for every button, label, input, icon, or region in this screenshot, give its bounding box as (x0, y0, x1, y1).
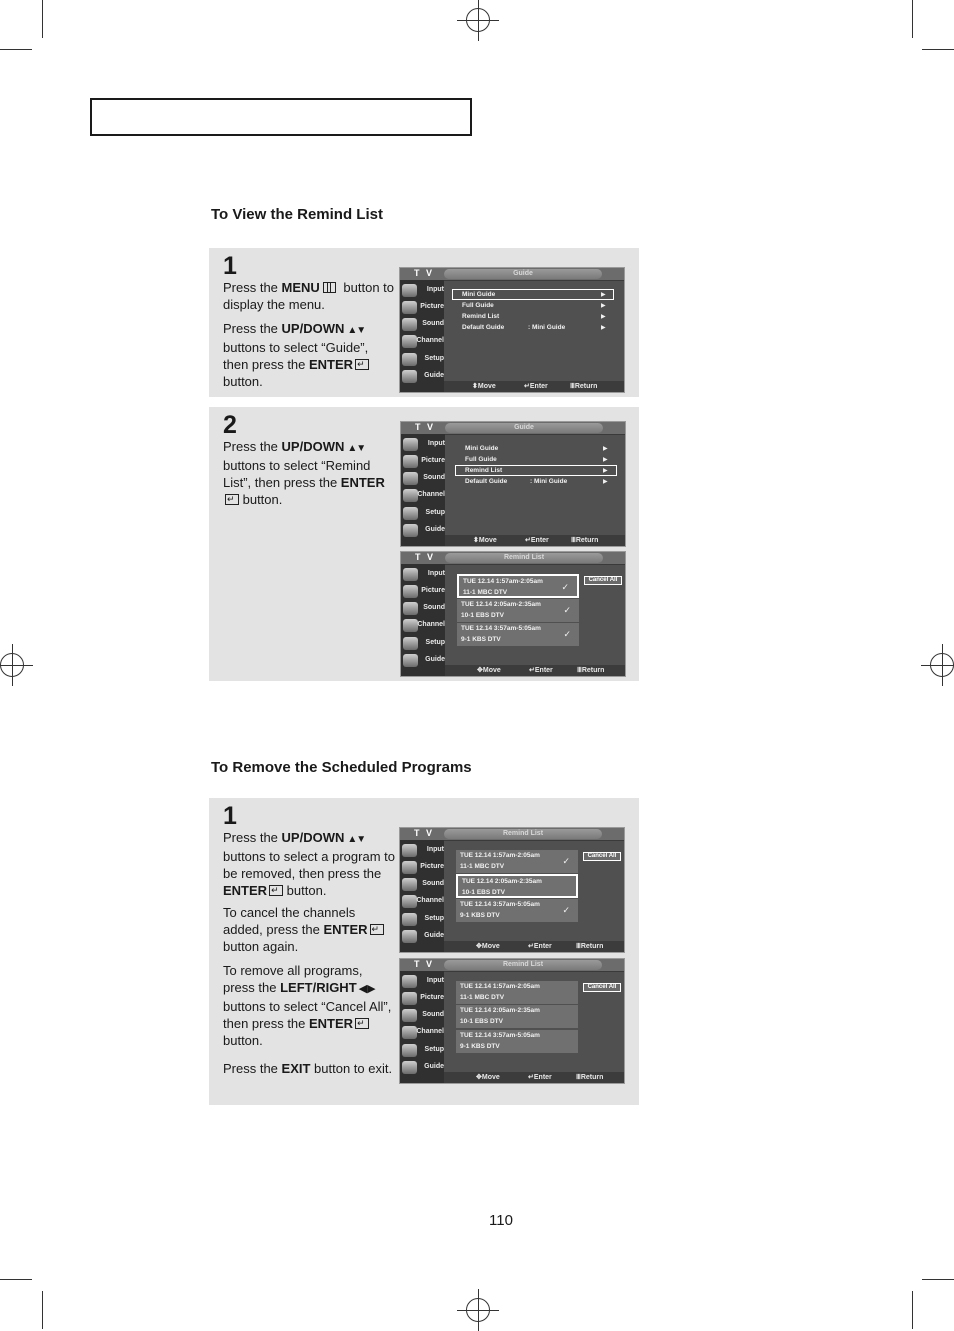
check-icon: ✓ (562, 905, 570, 915)
tv-screen-guide (399, 267, 625, 393)
return-hint: Ⅲ Return (576, 943, 604, 950)
sidebar-item-channel: Channel (417, 621, 445, 628)
return-hint: Ⅲ Return (571, 537, 599, 544)
step-panel (209, 407, 639, 681)
registration-mark (930, 653, 954, 677)
tv-screen-remind-list (399, 827, 625, 953)
sidebar-item-setup: Setup (425, 509, 445, 516)
enter-icon (355, 1018, 369, 1029)
sidebar-item-sound: Sound (422, 880, 444, 887)
enter-icon (225, 494, 239, 505)
menu-tab: Remind List (445, 553, 603, 563)
instruction-text: Press the UP/DOWN ▲▼ buttons to select a program to be removed, then press the ENTER↵ button. (223, 829, 395, 899)
menu-item-remind-list: Remind List (462, 313, 500, 320)
sidebar-item-setup: Setup (424, 1046, 444, 1053)
right-arrow-icon: ▶ (603, 457, 608, 463)
step-number: 1 (223, 802, 237, 830)
instruction-text: Press the MENU button to display the menu. (223, 280, 395, 312)
menu-item-full-guide: Full Guide (462, 302, 494, 309)
sidebar-item-channel: Channel (417, 491, 445, 498)
tv-label: T V (414, 828, 435, 838)
step-panel (209, 798, 639, 1105)
sidebar-item-channel: Channel (416, 1028, 444, 1035)
sidebar-item-setup: Setup (424, 915, 444, 922)
crop-mark (912, 1291, 913, 1329)
sidebar-item-picture: Picture (421, 457, 445, 464)
right-arrow-icon: ▶ (601, 314, 606, 320)
sidebar-item-sound: Sound (422, 1011, 444, 1018)
remind-list-item: TUE 12.14 1:57am-2:05am 11-1 MBC DTV ✓ (456, 850, 578, 874)
registration-mark (466, 1298, 490, 1322)
sidebar-item-channel: Channel (416, 897, 444, 904)
up-down-icon: ▲▼ (347, 325, 366, 336)
move-hint: ✥ Move (476, 943, 500, 950)
menu-item-mini-guide: Mini Guide (462, 291, 496, 298)
tv-label: T V (414, 959, 435, 969)
up-down-icon: ▲▼ (347, 834, 366, 845)
right-arrow-icon: ▶ (603, 468, 608, 474)
remind-list-item: TUE 12.14 1:57am-2:05am 11-1 MBC DTV (456, 981, 578, 1005)
move-hint: ⬍ Move (472, 383, 496, 390)
menu-item-mini-guide: Mini Guide (465, 445, 499, 452)
menu-item-remind-list: Remind List (465, 467, 503, 474)
sidebar-item-setup: Setup (425, 639, 445, 646)
tv-screen-remind-list (399, 958, 625, 1084)
instruction-text: Press the UP/DOWN ▲▼ buttons to select “Remind List”, then press the ENTER↵ button. (223, 438, 395, 508)
section-title-view-remind-list: To View the Remind List (211, 206, 383, 223)
right-arrow-icon: ▶ (601, 292, 606, 298)
sidebar-item-picture: Picture (421, 587, 445, 594)
right-arrow-icon: ▶ (603, 446, 608, 452)
tv-label: T V (415, 552, 436, 562)
check-icon: ✓ (563, 629, 571, 639)
menu-item-default-guide: Default Guide (462, 324, 505, 331)
check-icon: ✓ (562, 856, 570, 866)
sidebar-item-guide: Guide (425, 526, 445, 533)
sidebar-item-sound: Sound (423, 474, 445, 481)
remind-list-item: TUE 12.14 2:05am-2:35am 10-1 EBS DTV ✓ (457, 599, 579, 623)
enter-hint: ↵ Enter (525, 537, 549, 544)
remind-list-item: TUE 12.14 3:57am-5:05am 9-1 KBS DTV ✓ (457, 623, 579, 647)
crop-mark (42, 1291, 43, 1329)
crop-mark (922, 1279, 954, 1280)
tv-screen-guide (400, 421, 626, 547)
right-arrow-icon: ▶ (601, 325, 606, 331)
right-arrow-icon: ▶ (603, 479, 608, 485)
sidebar-item-input: Input (426, 286, 444, 293)
page-number: 110 (489, 1212, 513, 1229)
sidebar-item-picture: Picture (420, 863, 444, 870)
section-title-remove-programs: To Remove the Scheduled Programs (211, 759, 472, 776)
remind-list-item: TUE 12.14 1:57am-2:05am 11-1 MBC DTV ✓ (457, 574, 579, 598)
tv-label: T V (414, 268, 435, 278)
menu-item-full-guide: Full Guide (465, 456, 497, 463)
sidebar-item-guide: Guide (424, 932, 444, 939)
left-right-icon: ◀▶ (358, 983, 376, 995)
crop-mark (42, 0, 43, 38)
enter-hint: ↵ Enter (528, 943, 552, 950)
crop-mark (0, 49, 32, 50)
enter-hint: ↵ Enter (529, 667, 553, 674)
instruction-text: Press the UP/DOWN ▲▼ buttons to select “Guide”, then press the ENTER↵ button. (223, 320, 395, 390)
move-hint: ⬍ Move (473, 537, 497, 544)
step-number: 1 (223, 252, 237, 280)
remind-list-item: TUE 12.14 2:05am-2:35am 10-1 EBS DTV (456, 1005, 578, 1029)
instruction-text: To remove all programs, press the LEFT/RIGHT ◀▶ buttons to select “Cancel All”, then press the ENTER↵ button. (223, 962, 395, 1049)
menu-tab: Remind List (444, 960, 602, 970)
enter-icon (355, 359, 369, 370)
crop-mark (922, 49, 954, 50)
cancel-all-button: Cancel All (583, 983, 621, 992)
step-panel (209, 248, 639, 397)
sidebar-item-setup: Setup (424, 355, 444, 362)
cancel-all-button: Cancel All (584, 576, 622, 585)
registration-mark (466, 8, 490, 32)
enter-icon (370, 924, 384, 935)
tv-label: T V (415, 422, 436, 432)
default-guide-value: : Mini Guide (530, 478, 568, 485)
sidebar-item-sound: Sound (422, 320, 444, 327)
enter-hint: ↵ Enter (528, 1074, 552, 1081)
sidebar-item-input: Input (426, 977, 444, 984)
check-icon: ✓ (563, 605, 571, 615)
header-box (90, 98, 472, 136)
registration-mark (0, 653, 24, 677)
instruction-text: Press the EXIT button to exit. (223, 1061, 393, 1076)
sidebar-item-input: Input (427, 570, 445, 577)
crop-mark (0, 1279, 32, 1280)
sidebar-item-picture: Picture (420, 303, 444, 310)
sidebar-item-input: Input (427, 440, 445, 447)
menu-tab: Remind List (444, 829, 602, 839)
remind-list-item: TUE 12.14 3:57am-5:05am 9-1 KBS DTV ✓ (456, 899, 578, 923)
sidebar-item-guide: Guide (424, 1063, 444, 1070)
up-down-icon: ▲▼ (347, 443, 366, 454)
return-hint: Ⅲ Return (576, 1074, 604, 1081)
remind-list-item: TUE 12.14 3:57am-5:05am 9-1 KBS DTV (456, 1030, 578, 1054)
return-hint: Ⅲ Return (570, 383, 598, 390)
enter-hint: ↵ Enter (524, 383, 548, 390)
sidebar-item-sound: Sound (423, 604, 445, 611)
check-icon: ✓ (561, 582, 569, 592)
sidebar-item-channel: Channel (416, 337, 444, 344)
menu-item-default-guide: Default Guide (465, 478, 508, 485)
sidebar-item-guide: Guide (425, 656, 445, 663)
crop-mark (912, 0, 913, 38)
menu-icon (323, 282, 336, 293)
sidebar-item-guide: Guide (424, 372, 444, 379)
tv-screen-remind-list (400, 551, 626, 677)
remind-list-item: TUE 12.14 2:05am-2:35am 10-1 EBS DTV (456, 874, 578, 898)
cancel-all-button: Cancel All (583, 852, 621, 861)
instruction-text: To cancel the channels added, press the ENTER↵ button again. (223, 904, 395, 955)
default-guide-value: : Mini Guide (528, 324, 566, 331)
sidebar-item-input: Input (426, 846, 444, 853)
sidebar-item-picture: Picture (420, 994, 444, 1001)
return-hint: Ⅲ Return (577, 667, 605, 674)
enter-icon (269, 885, 283, 896)
menu-tab: Guide (445, 423, 603, 433)
move-hint: ✥ Move (477, 667, 501, 674)
move-hint: ✥ Move (476, 1074, 500, 1081)
right-arrow-icon: ▶ (601, 303, 606, 309)
step-number: 2 (223, 411, 237, 439)
menu-tab: Guide (444, 269, 602, 279)
